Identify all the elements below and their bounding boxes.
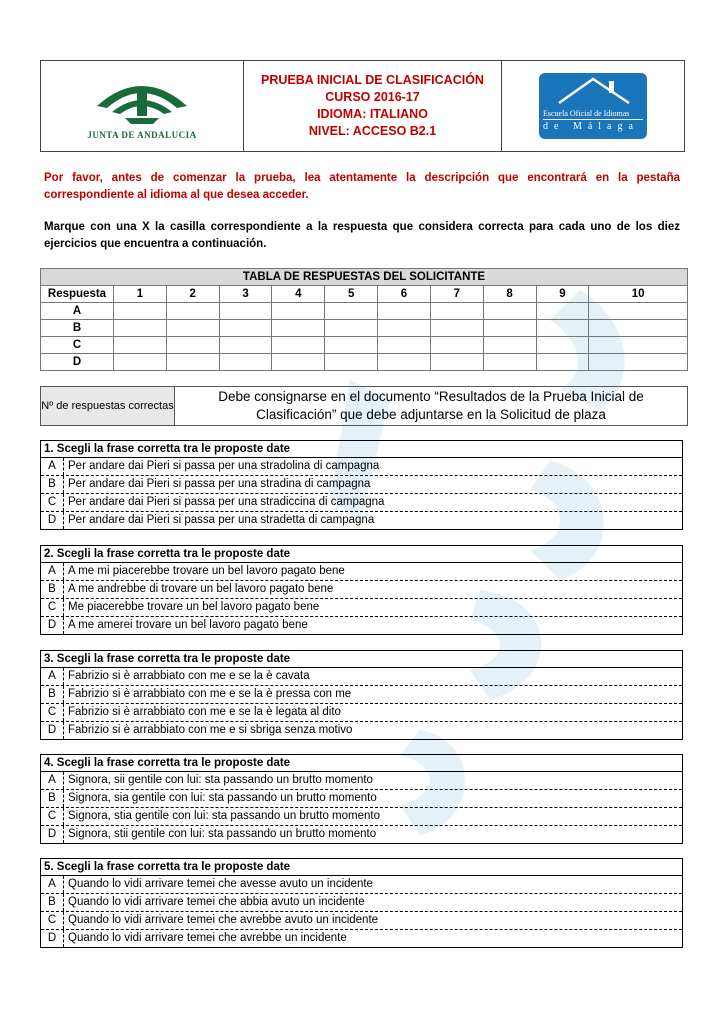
header-title-cell bbox=[244, 61, 502, 151]
option-letter: D bbox=[41, 930, 64, 947]
option-letter: C bbox=[41, 704, 64, 721]
answer-cell[interactable] bbox=[272, 354, 325, 371]
answer-cell[interactable] bbox=[589, 303, 688, 320]
option-row[interactable] bbox=[41, 722, 682, 739]
answer-cell[interactable] bbox=[589, 354, 688, 371]
col-header: 5 bbox=[325, 286, 378, 303]
option-text: Signora, sia gentile con lui: sta passando un brutto momento bbox=[68, 792, 377, 804]
option-letter: D bbox=[41, 826, 64, 843]
question-5 bbox=[40, 858, 683, 948]
option-row[interactable] bbox=[41, 790, 682, 808]
option-row[interactable] bbox=[41, 494, 682, 512]
answer-cell[interactable] bbox=[378, 320, 431, 337]
answer-cell[interactable] bbox=[219, 354, 272, 371]
option-text: Quando lo vidi arrivare temei che avesse avuto un incidente bbox=[68, 878, 373, 890]
col-header: 6 bbox=[378, 286, 431, 303]
option-row[interactable] bbox=[41, 476, 682, 494]
option-row[interactable] bbox=[41, 686, 682, 704]
answer-cell[interactable] bbox=[272, 337, 325, 354]
option-letter: C bbox=[41, 599, 64, 616]
option-letter: A bbox=[41, 563, 64, 580]
col-header: 8 bbox=[483, 286, 536, 303]
answer-cell[interactable] bbox=[166, 337, 219, 354]
answer-cell[interactable] bbox=[114, 337, 167, 354]
option-letter: D bbox=[41, 722, 64, 739]
option-text: Quando lo vidi arrivare temei che abbia avuto un incidente bbox=[68, 896, 365, 908]
option-text: Quando lo vidi arrivare temei che avrebbe un incidente bbox=[68, 932, 347, 944]
answer-cell[interactable] bbox=[589, 320, 688, 337]
option-row[interactable] bbox=[41, 512, 682, 529]
question-title: 1. Scegli la frase corretta tra le proposte date bbox=[41, 441, 682, 458]
option-row[interactable] bbox=[41, 617, 682, 634]
answer-cell[interactable] bbox=[589, 337, 688, 354]
answer-cell[interactable] bbox=[483, 337, 536, 354]
answer-cell[interactable] bbox=[114, 303, 167, 320]
option-row[interactable] bbox=[41, 668, 682, 686]
answer-cell[interactable] bbox=[166, 354, 219, 371]
eoi-logo-line2: de Málaga bbox=[543, 121, 639, 132]
answer-cell[interactable] bbox=[114, 320, 167, 337]
col-header: 10 bbox=[589, 286, 688, 303]
answer-table-title: TABLA DE RESPUESTAS DEL SOLICITANTE bbox=[41, 269, 688, 286]
answer-table bbox=[40, 268, 688, 371]
answer-cell[interactable] bbox=[325, 337, 378, 354]
option-row[interactable] bbox=[41, 458, 682, 476]
answer-cell[interactable] bbox=[219, 320, 272, 337]
junta-de-andalucia-logo bbox=[87, 66, 197, 146]
answer-cell[interactable] bbox=[272, 303, 325, 320]
option-row[interactable] bbox=[41, 563, 682, 581]
answer-cell[interactable] bbox=[219, 303, 272, 320]
question-title: 2. Scegli la frase corretta tra le proposte date bbox=[41, 546, 682, 563]
answer-cell[interactable] bbox=[430, 354, 483, 371]
option-letter: C bbox=[41, 494, 64, 511]
option-text: A me amerei trovare un bel lavoro pagato bene bbox=[68, 619, 308, 631]
junta-logo-label: JUNTA DE ANDALUCIA bbox=[87, 130, 197, 140]
option-text: Me piacerebbe trovare un bel lavoro pagato bene bbox=[68, 601, 320, 613]
answer-cell[interactable] bbox=[483, 320, 536, 337]
col-header: 4 bbox=[272, 286, 325, 303]
answer-cell[interactable] bbox=[114, 354, 167, 371]
option-row[interactable] bbox=[41, 912, 682, 930]
answer-cell[interactable] bbox=[536, 303, 589, 320]
col-header: 7 bbox=[430, 286, 483, 303]
answer-cell[interactable] bbox=[536, 337, 589, 354]
option-letter: D bbox=[41, 617, 64, 634]
option-row[interactable] bbox=[41, 581, 682, 599]
option-text: Signora, stii gentile con lui: sta passando un brutto momento bbox=[68, 828, 377, 840]
question-3 bbox=[40, 650, 683, 740]
option-letter: C bbox=[41, 808, 64, 825]
header-box bbox=[40, 60, 685, 152]
option-letter: C bbox=[41, 912, 64, 929]
option-letter: A bbox=[41, 876, 64, 893]
col-header: 3 bbox=[219, 286, 272, 303]
house-icon bbox=[539, 73, 647, 109]
option-text: Fabrizio si è arrabbiato con me e se la è cavata bbox=[68, 670, 310, 682]
header-language: IDIOMA: ITALIANO bbox=[317, 107, 428, 121]
option-text: Fabrizio si è arrabbiato con me e se la è pressa con me bbox=[68, 688, 352, 700]
answer-cell[interactable] bbox=[430, 320, 483, 337]
option-letter: B bbox=[41, 581, 64, 598]
option-text: Per andare dai Pieri si passa per una stradolina di campagna bbox=[68, 460, 380, 472]
row-label-a: A bbox=[41, 303, 114, 320]
option-letter: B bbox=[41, 894, 64, 911]
option-text: Signora, stia gentile con lui: sta passando un brutto momento bbox=[68, 810, 380, 822]
row-label-d: D bbox=[41, 354, 114, 371]
junta-logo-icon bbox=[87, 66, 197, 126]
question-4 bbox=[40, 754, 683, 844]
option-letter: B bbox=[41, 476, 64, 493]
answer-cell[interactable] bbox=[325, 303, 378, 320]
option-text: A me mi piacerebbe trovare un bel lavoro pagato bene bbox=[68, 565, 345, 577]
option-text: Per andare dai Pieri si passa per una stradina di campagna bbox=[68, 478, 371, 490]
answer-cell[interactable] bbox=[430, 337, 483, 354]
option-text: Quando lo vidi arrivare temei che avrebbe avuto un incidente bbox=[68, 914, 379, 926]
instruction-paragraph-2: Marque con una X la casilla correspondiente a la respuesta que considera correcta para cada uno de los diez ejercicios que encuentra a continuación. bbox=[44, 221, 680, 250]
answer-cell[interactable] bbox=[536, 354, 589, 371]
option-letter: A bbox=[41, 772, 64, 789]
header-course: CURSO 2016-17 bbox=[325, 90, 420, 104]
option-row[interactable] bbox=[41, 772, 682, 790]
option-row[interactable] bbox=[41, 876, 682, 894]
col-header: 1 bbox=[114, 286, 167, 303]
option-letter: B bbox=[41, 686, 64, 703]
option-row[interactable] bbox=[41, 930, 682, 947]
answer-cell[interactable] bbox=[272, 320, 325, 337]
answer-cell[interactable] bbox=[430, 303, 483, 320]
eoi-logo-cell bbox=[502, 61, 684, 151]
answer-cell[interactable] bbox=[219, 337, 272, 354]
option-row[interactable] bbox=[41, 808, 682, 826]
option-letter: D bbox=[41, 512, 64, 529]
answer-cell[interactable] bbox=[483, 354, 536, 371]
question-1 bbox=[40, 440, 683, 530]
col-header: 2 bbox=[166, 286, 219, 303]
answer-cell[interactable] bbox=[166, 320, 219, 337]
option-text: A me andrebbe di trovare un bel lavoro pagato bene bbox=[68, 583, 334, 595]
junta-logo-cell bbox=[41, 61, 244, 151]
eoi-logo-divider bbox=[543, 119, 643, 120]
question-title: 3. Scegli la frase corretta tra le proposte date bbox=[41, 651, 682, 668]
option-letter: A bbox=[41, 668, 64, 685]
correct-answers-box bbox=[40, 386, 688, 426]
option-row[interactable] bbox=[41, 894, 682, 912]
correct-answers-label: Nº de respuestas correctas bbox=[41, 387, 175, 425]
answer-cell[interactable] bbox=[166, 303, 219, 320]
option-text: Per andare dai Pieri si passa per una stradetta di campagna bbox=[68, 514, 375, 526]
answer-cell[interactable] bbox=[378, 337, 431, 354]
answer-cell[interactable] bbox=[378, 354, 431, 371]
option-text: Fabrizio si è arrabbiato con me e se la è legata al dito bbox=[68, 706, 341, 718]
eoi-logo-line1: Escuela Oficial de Idiomas bbox=[543, 109, 630, 118]
answer-cell[interactable] bbox=[536, 320, 589, 337]
row-label-b: B bbox=[41, 320, 114, 337]
option-letter: B bbox=[41, 790, 64, 807]
answer-cell[interactable] bbox=[483, 303, 536, 320]
header-level: NIVEL: ACCESO B2.1 bbox=[308, 124, 437, 138]
option-text: Per andare dai Pieri si passa per una stradiccina di campagna bbox=[68, 496, 385, 508]
answer-table-row-header: Respuesta bbox=[41, 286, 114, 303]
answer-cell[interactable] bbox=[325, 320, 378, 337]
option-text: Signora, sii gentile con lui: sta passando un brutto momento bbox=[68, 774, 373, 786]
question-title: 4. Scegli la frase corretta tra le proposte date bbox=[41, 755, 682, 772]
option-row[interactable] bbox=[41, 599, 682, 617]
col-header: 9 bbox=[536, 286, 589, 303]
eoi-malaga-logo bbox=[539, 73, 647, 139]
answer-cell[interactable] bbox=[378, 303, 431, 320]
instruction-paragraph-1: Por favor, antes de comenzar la prueba, lea atentamente la descripción que encontrará en la pestaña correspondiente al idioma al que desea acceder. bbox=[44, 172, 680, 201]
option-row[interactable] bbox=[41, 704, 682, 722]
question-title: 5. Scegli la frase corretta tra le proposte date bbox=[41, 859, 682, 876]
option-letter: A bbox=[41, 458, 64, 475]
question-2 bbox=[40, 545, 683, 635]
option-text: Fabrizio si è arrabbiato con me e si sbriga senza motivo bbox=[68, 724, 353, 736]
row-label-c: C bbox=[41, 337, 114, 354]
correct-answers-note: Debe consignarse en el documento “Resultados de la Prueba Inicial de Clasificación” que debe adjuntarse en la Solicitud de plaza bbox=[218, 389, 644, 422]
option-row[interactable] bbox=[41, 826, 682, 843]
header-title: PRUEBA INICIAL DE CLASIFICACIÓN bbox=[261, 73, 484, 87]
answer-cell[interactable] bbox=[325, 354, 378, 371]
